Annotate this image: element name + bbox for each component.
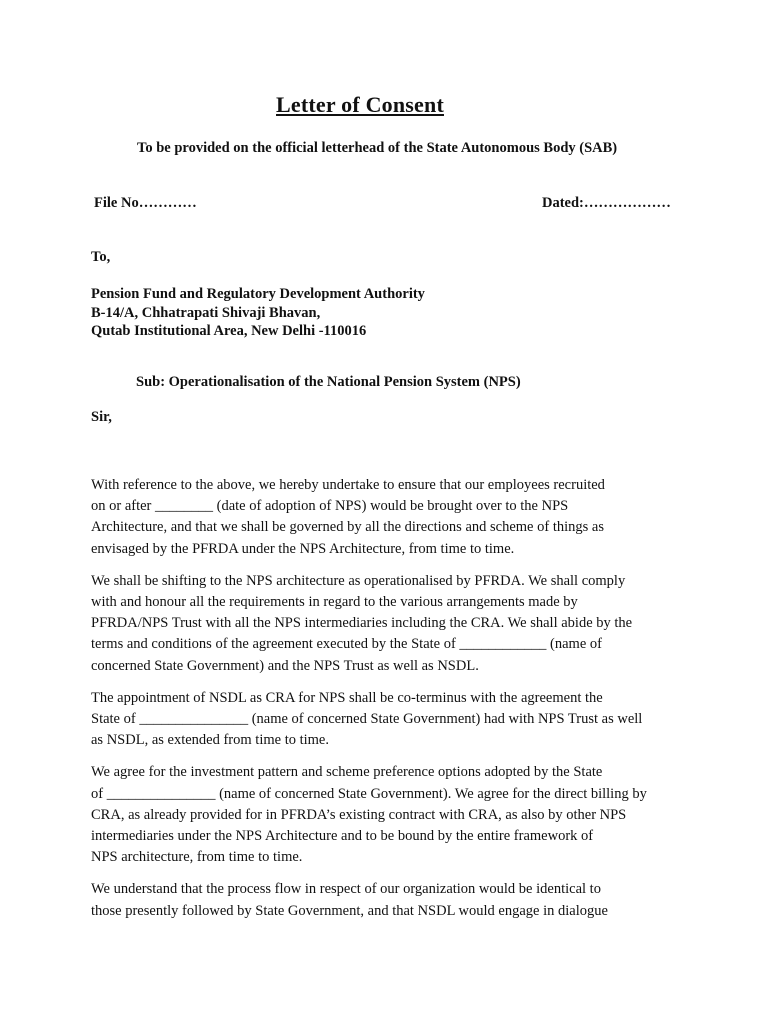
paragraph: [91, 571, 691, 677]
salutation: Sir,: [91, 409, 112, 425]
paragraph: [91, 879, 691, 921]
date-field: Dated:………………: [542, 195, 671, 211]
text-line: We agree for the investment pattern and scheme preference options adopted by the State: [91, 764, 603, 781]
address-line: Qutab Institutional Area, New Delhi -110016: [91, 323, 367, 339]
subject-line: Sub: Operationalisation of the National Pension System (NPS): [136, 374, 521, 390]
text-line: concerned State Government) and the NPS Trust as well as NSDL.: [91, 657, 479, 674]
text-line: We shall be shifting to the NPS architecture as operationalised by PFRDA. We shall comply: [91, 572, 626, 589]
text-line: Architecture, and that we shall be governed by all the directions and scheme of things as: [91, 519, 604, 536]
text-line: The appointment of NSDL as CRA for NPS shall be co-terminus with the agreement the: [91, 689, 603, 706]
paragraph: [91, 762, 691, 868]
paragraph: [91, 688, 691, 752]
text-line: CRA, as already provided for in PFRDA’s existing contract with CRA, as also by other NPS: [91, 806, 627, 823]
letterhead-instruction: To be provided on the official letterhead of the State Autonomous Body (SAB): [137, 140, 618, 156]
text-line: envisaged by the PFRDA under the NPS Architecture, from time to time.: [91, 540, 515, 557]
address-line: B-14/A, Chhatrapati Shivaji Bhavan,: [91, 304, 321, 321]
text-line: We understand that the process flow in respect of our organization would be identical to: [91, 881, 601, 898]
text-line: PFRDA/NPS Trust with all the NPS intermediaries including the CRA. We shall abide by the: [91, 615, 633, 632]
address-line: Pension Fund and Regulatory Development Authority: [91, 286, 425, 302]
text-line: State of _______________ (name of concerned State Government) had with NPS Trust as well: [91, 711, 643, 728]
text-line: of _______________ (name of concerned State Government). We agree for the direct billing by: [91, 785, 647, 802]
text-line: on or after ________ (date of adoption of NPS) would be brought over to the NPS: [91, 498, 569, 515]
recipient-address: [91, 285, 425, 341]
document-title: Letter of Consent: [276, 92, 444, 117]
file-number: File No…………: [94, 195, 197, 211]
recipient-label: To,: [91, 249, 111, 265]
text-line: as NSDL, as extended from time to time.: [91, 732, 329, 749]
paragraph: [91, 475, 691, 560]
text-line: NPS architecture, from time to time.: [91, 849, 303, 866]
text-line: with and honour all the requirements in regard to the various arrangements made by: [91, 594, 578, 611]
text-line: intermediaries under the NPS Architecture and to be bound by the entire framework of: [91, 828, 594, 845]
text-line: those presently followed by State Government, and that NSDL would engage in dialogue: [91, 902, 608, 919]
letter-body: [91, 475, 691, 933]
text-line: terms and conditions of the agreement executed by the State of ____________ (name of: [91, 636, 602, 653]
text-line: With reference to the above, we hereby undertake to ensure that our employees recruited: [91, 477, 605, 493]
